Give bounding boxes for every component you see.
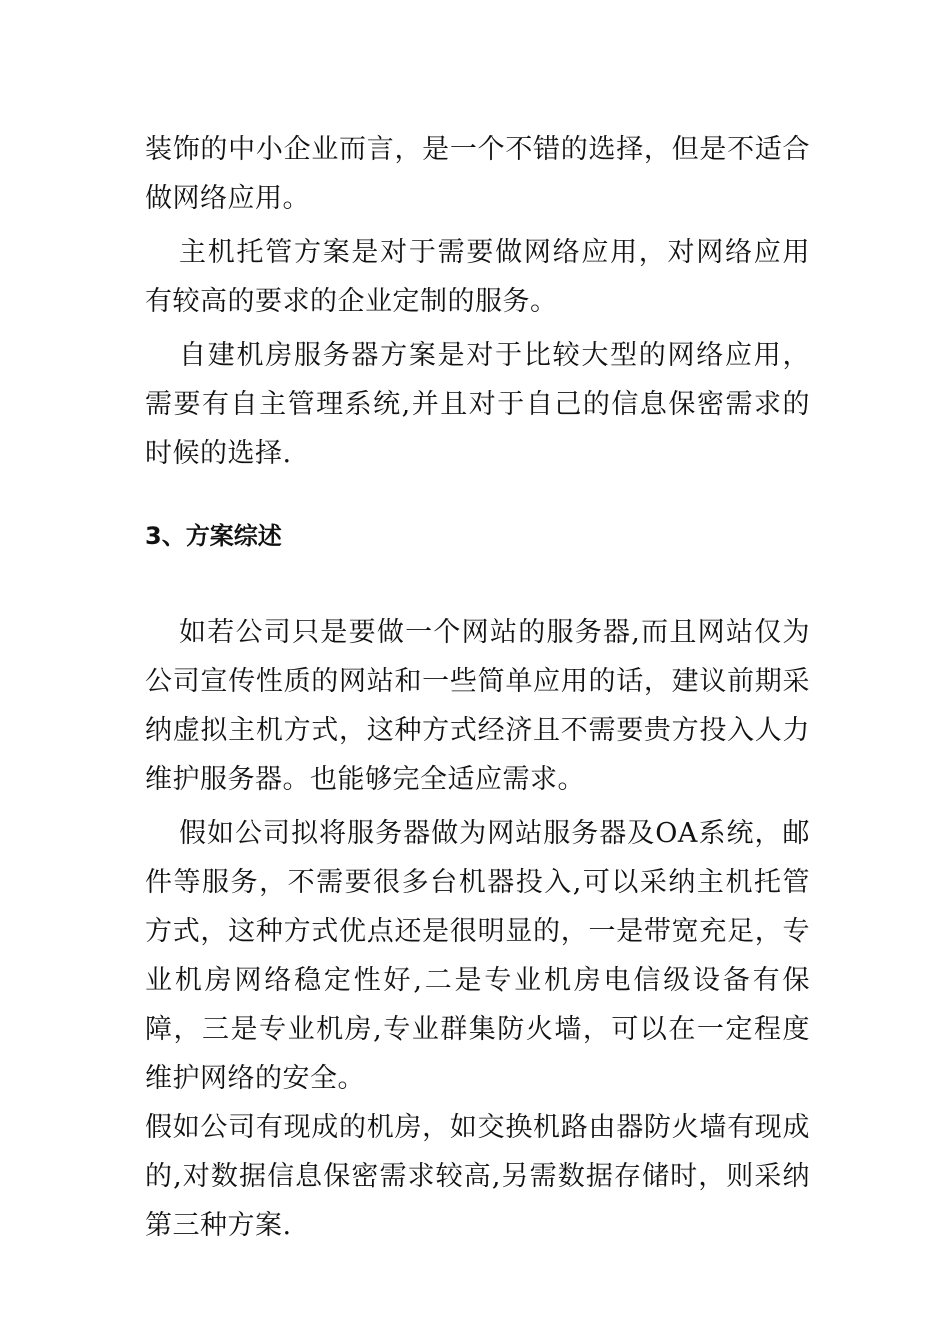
- paragraph-hosting: 主机托管方案是对于需要做网络应用，对网络应用有较高的要求的企业定制的服务。: [145, 237, 810, 317]
- paragraph-self-built-datacenter: 自建机房服务器方案是对于比较大型的网络应用，需要有自主管理系统,并且对于自己的信息保密需求的时候的选择.: [145, 340, 810, 469]
- document-body: [145, 125, 810, 1250]
- paragraph-own-datacenter: 假如公司有现成的机房，如交换机路由器防火墙有现成的,对数据信息保密需求较高,另需数据存储时，则采纳第三种方案.: [145, 1112, 810, 1241]
- paragraph-colocation: 假如公司拟将服务器做为网站服务器及OA系统，邮件等服务，不需要很多台机器投入,可以采纳主机托管方式，这种方式优点还是很明显的，一是带宽充足，专业机房网络稳定性好,二是专业机房电信级设备有保障，三是专业机房,专业群集防火墙，可以在一定程度维护网络的安全。: [145, 818, 810, 1094]
- section-heading: 3、方案综述: [145, 522, 282, 550]
- paragraph-continuation: 装饰的中小企业而言，是一个不错的选择，但是不适合做网络应用。: [145, 134, 810, 214]
- paragraph-virtual-host: 如若公司只是要做一个网站的服务器,而且网站仅为公司宣传性质的网站和一些简单应用的话，建议前期采纳虚拟主机方式，这种方式经济且不需要贵方投入人力维护服务器。也能够完全适应需求。: [145, 617, 810, 795]
